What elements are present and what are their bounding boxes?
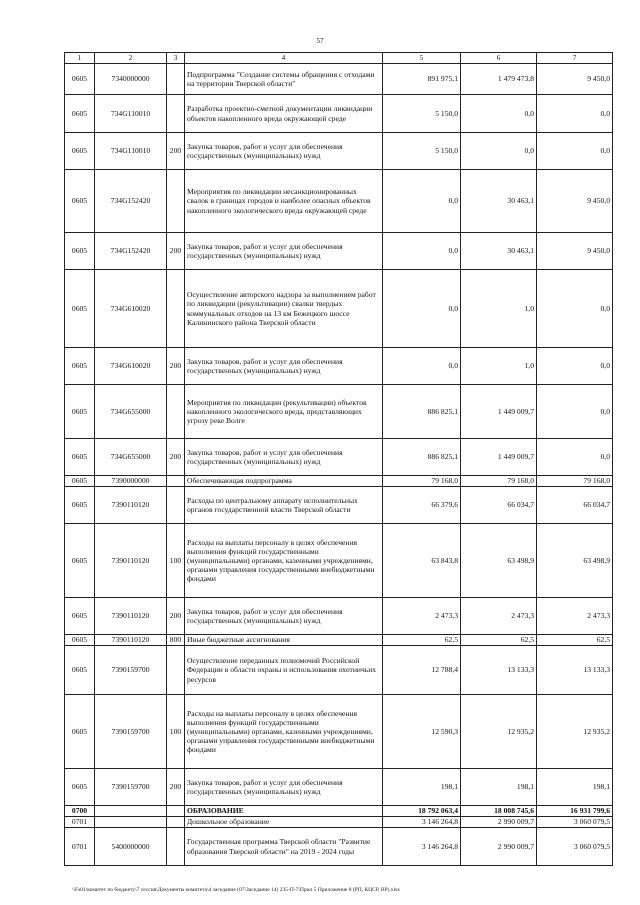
amount-year-2-cell: 0,0 xyxy=(461,95,537,133)
target-article-cell: 734G655000 xyxy=(95,385,167,439)
amount-year-1-cell: 2 473,3 xyxy=(383,598,461,635)
amount-year-1-cell: 891 975,1 xyxy=(383,64,461,95)
target-article-cell: 7390159700 xyxy=(95,695,167,769)
item-name-cell: Мероприятия по ликвидации несанкционированных свалок в границах городов и наиболее опасных объектов накопленного экологического вреда окружающей среде xyxy=(185,170,383,233)
column-header-5: 5 xyxy=(383,53,461,64)
item-name-cell: Закупка товаров, работ и услуг для обеспечения государственных (муниципальных) нужд xyxy=(185,348,383,385)
target-article-cell: 734G610020 xyxy=(95,348,167,385)
amount-year-3-cell: 0,0 xyxy=(537,385,613,439)
expense-type-cell: 200 xyxy=(167,769,185,806)
target-article-cell: 7390110120 xyxy=(95,487,167,524)
expense-type-cell xyxy=(167,270,185,348)
column-header-2: 2 xyxy=(95,53,167,64)
target-article-cell: 734G152420 xyxy=(95,233,167,270)
table-row xyxy=(65,348,613,385)
amount-year-2-cell: 1 449 009,7 xyxy=(461,385,537,439)
expense-type-cell xyxy=(167,817,185,828)
column-header-7: 7 xyxy=(537,53,613,64)
expense-type-cell xyxy=(167,385,185,439)
section-code-cell: 0701 xyxy=(65,828,95,866)
target-article-cell: 734G610020 xyxy=(95,270,167,348)
item-name-cell: Расходы на выплаты персоналу в целях обеспечения выполнения функций государственными (муниципальными) органами, казенными учреждениями, органами управления государственными внебюджетными фондами xyxy=(185,524,383,598)
expense-type-cell: 200 xyxy=(167,233,185,270)
amount-year-3-cell: 0,0 xyxy=(537,270,613,348)
table-row xyxy=(65,233,613,270)
amount-year-1-cell: 0,0 xyxy=(383,233,461,270)
section-code-cell: 0605 xyxy=(65,476,95,487)
amount-year-1-cell: 0,0 xyxy=(383,270,461,348)
item-name-cell: Осуществление авторского надзора за выполнением работ по ликвидации (рекультивации) свалки твердых коммунальных отходов на 13 км Бежецкого шоссе Калининского района Тверской области xyxy=(185,270,383,348)
target-article-cell: 734G110010 xyxy=(95,133,167,170)
amount-year-3-cell: 0,0 xyxy=(537,348,613,385)
expense-type-cell: 200 xyxy=(167,598,185,635)
section-code-cell: 0605 xyxy=(65,769,95,806)
amount-year-2-cell: 30 463,1 xyxy=(461,170,537,233)
amount-year-2-cell: 13 133,3 xyxy=(461,646,537,695)
target-article-cell: 5400000000 xyxy=(95,828,167,866)
amount-year-1-cell: 63 843,8 xyxy=(383,524,461,598)
item-name-cell: Обеспечивающая подпрограмма xyxy=(185,476,383,487)
amount-year-3-cell: 9 450,0 xyxy=(537,64,613,95)
table-row xyxy=(65,817,613,828)
amount-year-1-cell: 12 590,3 xyxy=(383,695,461,769)
section-code-cell: 0605 xyxy=(65,646,95,695)
amount-year-1-cell: 886 825,1 xyxy=(383,385,461,439)
amount-year-2-cell: 1,0 xyxy=(461,270,537,348)
expense-type-cell xyxy=(167,646,185,695)
budget-table xyxy=(64,52,613,866)
amount-year-1-cell: 3 146 264,8 xyxy=(383,828,461,866)
table-row xyxy=(65,95,613,133)
table-row xyxy=(65,635,613,646)
amount-year-3-cell: 12 935,2 xyxy=(537,695,613,769)
table-row xyxy=(65,170,613,233)
item-name-cell: Закупка товаров, работ и услуг для обеспечения государственных (муниципальных) нужд xyxy=(185,769,383,806)
table-row xyxy=(65,828,613,866)
amount-year-2-cell: 79 168,0 xyxy=(461,476,537,487)
amount-year-1-cell: 62,5 xyxy=(383,635,461,646)
amount-year-2-cell: 66 034,7 xyxy=(461,487,537,524)
table-row xyxy=(65,646,613,695)
amount-year-1-cell: 0,0 xyxy=(383,348,461,385)
target-article-cell: 7390110120 xyxy=(95,598,167,635)
table-row xyxy=(65,476,613,487)
amount-year-3-cell: 62,5 xyxy=(537,635,613,646)
table-row xyxy=(65,385,613,439)
amount-year-3-cell: 9 450,0 xyxy=(537,233,613,270)
amount-year-3-cell: 0,0 xyxy=(537,439,613,476)
section-code-cell: 0605 xyxy=(65,487,95,524)
amount-year-2-cell: 0,0 xyxy=(461,133,537,170)
item-name-cell: Мероприятия по ликвидации (рекультивации) объектов накопленного экологического вреда, представляющих угрозу реке Волге xyxy=(185,385,383,439)
amount-year-3-cell: 66 034,7 xyxy=(537,487,613,524)
section-code-cell: 0605 xyxy=(65,64,95,95)
budget-rows xyxy=(65,64,613,866)
table-row xyxy=(65,487,613,524)
table-row xyxy=(65,598,613,635)
item-name-cell: Расходы на выплаты персоналу в целях обеспечения выполнения функций государственными (муниципальными) органами, казенными учреждениями, органами управления государственными внебюджетными фондами xyxy=(185,695,383,769)
expense-type-cell: 200 xyxy=(167,348,185,385)
section-code-cell: 0605 xyxy=(65,348,95,385)
target-article-cell: 734G655000 xyxy=(95,439,167,476)
target-article-cell xyxy=(95,817,167,828)
amount-year-3-cell: 3 060 079,5 xyxy=(537,817,613,828)
amount-year-2-cell: 1 479 473,8 xyxy=(461,64,537,95)
amount-year-1-cell: 5 150,0 xyxy=(383,95,461,133)
target-article-cell: 7390000000 xyxy=(95,476,167,487)
table-row xyxy=(65,64,613,95)
amount-year-2-cell: 1 449 009,7 xyxy=(461,439,537,476)
amount-year-1-cell: 3 146 264,8 xyxy=(383,817,461,828)
target-article-cell: 7340000000 xyxy=(95,64,167,95)
item-name-cell: Разработка проектно-сметной документации ликвидации объектов накопленного вреда окружающей среде xyxy=(185,95,383,133)
amount-year-1-cell: 12 788,4 xyxy=(383,646,461,695)
column-header-1: 1 xyxy=(65,53,95,64)
item-name-cell: Закупка товаров, работ и услуг для обеспечения государственных (муниципальных) нужд xyxy=(185,233,383,270)
section-code-cell: 0605 xyxy=(65,95,95,133)
table-row xyxy=(65,769,613,806)
amount-year-2-cell: 2 473,3 xyxy=(461,598,537,635)
section-code-cell: 0700 xyxy=(65,806,95,817)
column-header-6: 6 xyxy=(461,53,537,64)
amount-year-3-cell: 0,0 xyxy=(537,95,613,133)
item-name-cell: Закупка товаров, работ и услуг для обеспечения государственных (муниципальных) нужд xyxy=(185,133,383,170)
target-article-cell xyxy=(95,806,167,817)
table-row xyxy=(65,524,613,598)
amount-year-1-cell: 79 168,0 xyxy=(383,476,461,487)
section-code-cell: 0605 xyxy=(65,170,95,233)
amount-year-3-cell: 198,1 xyxy=(537,769,613,806)
amount-year-2-cell: 62,5 xyxy=(461,635,537,646)
table-row xyxy=(65,695,613,769)
amount-year-3-cell: 63 498,9 xyxy=(537,524,613,598)
amount-year-3-cell: 16 931 799,6 xyxy=(537,806,613,817)
section-code-cell: 0701 xyxy=(65,817,95,828)
expense-type-cell xyxy=(167,487,185,524)
item-name-cell: Подпрограмма "Создание системы обращения с отходами на территории Тверской области" xyxy=(185,64,383,95)
expense-type-cell xyxy=(167,64,185,95)
amount-year-3-cell: 9 450,0 xyxy=(537,170,613,233)
amount-year-1-cell: 5 150,0 xyxy=(383,133,461,170)
column-header-4: 4 xyxy=(185,53,383,64)
amount-year-2-cell: 63 498,9 xyxy=(461,524,537,598)
item-name-cell: Осуществление переданных полномочий Российской Федерации в области охраны и использования охотничьих ресурсов xyxy=(185,646,383,695)
section-code-cell: 0605 xyxy=(65,233,95,270)
amount-year-2-cell: 198,1 xyxy=(461,769,537,806)
column-number-row xyxy=(65,53,613,64)
expense-type-cell: 200 xyxy=(167,133,185,170)
amount-year-3-cell: 13 133,3 xyxy=(537,646,613,695)
expense-type-cell: 800 xyxy=(167,635,185,646)
section-code-cell: 0605 xyxy=(65,385,95,439)
item-name-cell: Государственная программа Тверской области "Развитие образования Тверской области" на 2019 - 2024 годы xyxy=(185,828,383,866)
section-code-cell: 0605 xyxy=(65,270,95,348)
table-row xyxy=(65,806,613,817)
table-row xyxy=(65,439,613,476)
expense-type-cell xyxy=(167,95,185,133)
section-code-cell: 0605 xyxy=(65,598,95,635)
amount-year-2-cell: 1,0 xyxy=(461,348,537,385)
expense-type-cell: 100 xyxy=(167,524,185,598)
section-code-cell: 0605 xyxy=(65,695,95,769)
item-name-cell: Закупка товаров, работ и услуг для обеспечения государственных (муниципальных) нужд xyxy=(185,439,383,476)
amount-year-2-cell: 12 935,2 xyxy=(461,695,537,769)
section-code-cell: 0605 xyxy=(65,133,95,170)
page-number: 57 xyxy=(316,37,324,45)
item-name-cell: Иные бюджетные ассигнования xyxy=(185,635,383,646)
section-code-cell: 0605 xyxy=(65,635,95,646)
amount-year-2-cell: 30 463,1 xyxy=(461,233,537,270)
amount-year-1-cell: 886 825,1 xyxy=(383,439,461,476)
amount-year-3-cell: 3 060 079,5 xyxy=(537,828,613,866)
amount-year-1-cell: 198,1 xyxy=(383,769,461,806)
expense-type-cell: 200 xyxy=(167,439,185,476)
amount-year-1-cell: 66 379,6 xyxy=(383,487,461,524)
amount-year-2-cell: 2 990 009,7 xyxy=(461,817,537,828)
target-article-cell: 7390159700 xyxy=(95,646,167,695)
target-article-cell: 7390159700 xyxy=(95,769,167,806)
table-row xyxy=(65,270,613,348)
target-article-cell: 7390110120 xyxy=(95,524,167,598)
footer-file-path: \\Fs01\комитет по бюджету\7 сессия\Документы комитета\4 заседание (07\Заседание 14) 235-П-7\Прил 5 Приложение 8 (РП, КЦСР, ВР).xlsx xyxy=(72,887,400,893)
amount-year-1-cell: 18 792 063,4 xyxy=(383,806,461,817)
section-code-cell: 0605 xyxy=(65,524,95,598)
amount-year-3-cell: 2 473,3 xyxy=(537,598,613,635)
expense-type-cell: 100 xyxy=(167,695,185,769)
amount-year-2-cell: 2 990 009,7 xyxy=(461,828,537,866)
table-row xyxy=(65,133,613,170)
expense-type-cell xyxy=(167,476,185,487)
amount-year-3-cell: 0,0 xyxy=(537,133,613,170)
item-name-cell: Расходы по центральному аппарату исполнительных органов государственной власти Тверской области xyxy=(185,487,383,524)
item-name-cell: Закупка товаров, работ и услуг для обеспечения государственных (муниципальных) нужд xyxy=(185,598,383,635)
expense-type-cell xyxy=(167,170,185,233)
item-name-cell: Дошкольное образование xyxy=(185,817,383,828)
target-article-cell: 734G152420 xyxy=(95,170,167,233)
section-code-cell: 0605 xyxy=(65,439,95,476)
amount-year-3-cell: 79 168,0 xyxy=(537,476,613,487)
column-header-3: 3 xyxy=(167,53,185,64)
target-article-cell: 734G110010 xyxy=(95,95,167,133)
expense-type-cell xyxy=(167,828,185,866)
target-article-cell: 7390110120 xyxy=(95,635,167,646)
amount-year-2-cell: 18 008 745,6 xyxy=(461,806,537,817)
amount-year-1-cell: 0,0 xyxy=(383,170,461,233)
item-name-cell: ОБРАЗОВАНИЕ xyxy=(185,806,383,817)
expense-type-cell xyxy=(167,806,185,817)
